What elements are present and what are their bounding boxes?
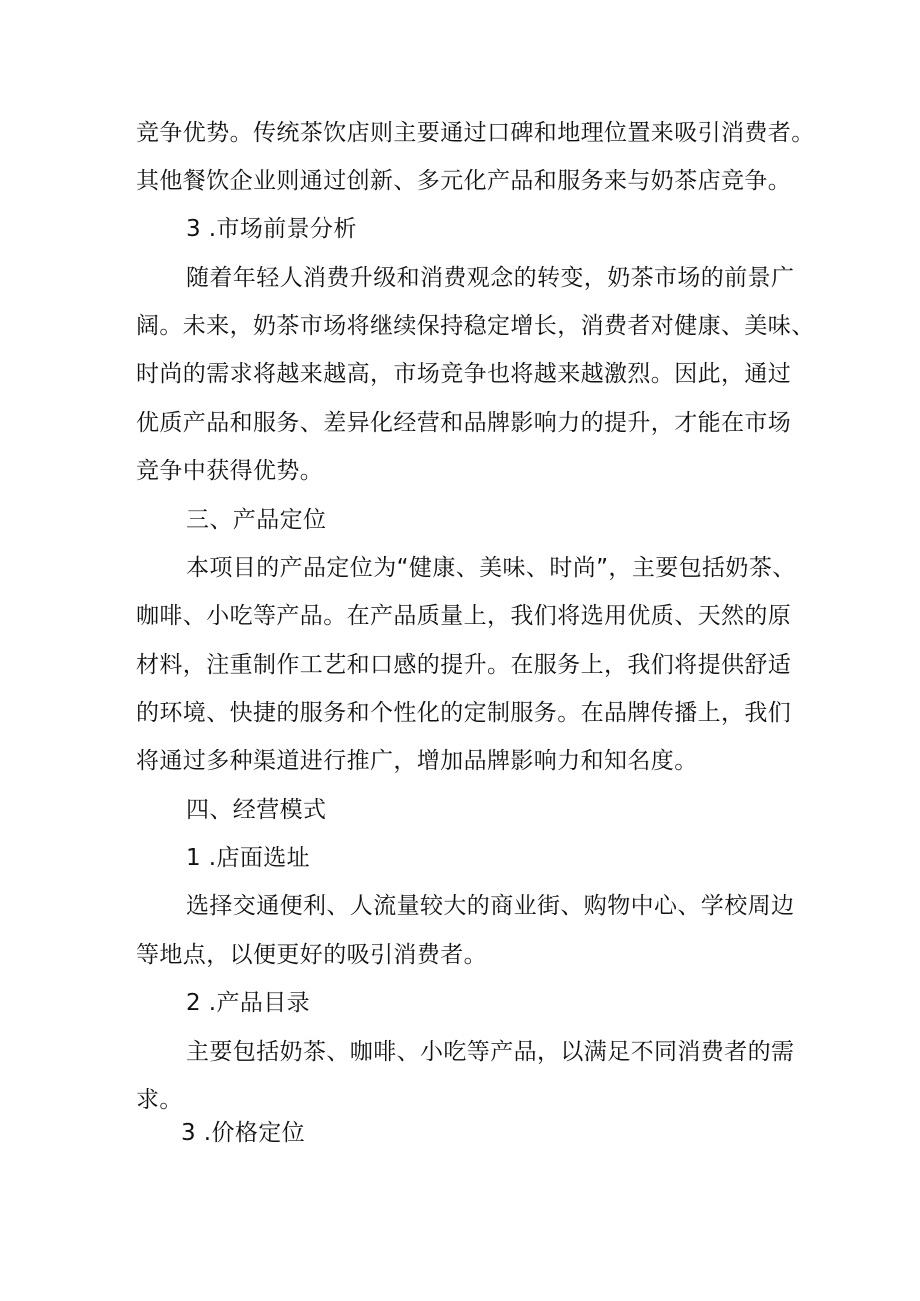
section-heading: 3 .价格定位: [181, 1120, 306, 1146]
paragraph-line: 主要包括奶茶、咖啡、小吃等产品，以满足不同消费者的需: [186, 1039, 795, 1065]
section-heading: 1 .店面选址: [186, 845, 311, 871]
section-heading: 三、产品定位: [186, 507, 327, 533]
paragraph-line: 的环境、快捷的服务和个性化的定制服务。在品牌传播上，我们: [136, 700, 792, 726]
paragraph-line: 咖啡、小吃等产品。在产品质量上，我们将选用优质、天然的原: [136, 603, 792, 629]
paragraph-line: 本项目的产品定位为“健康、美味、时尚”，主要包括奶茶、: [186, 555, 796, 581]
paragraph-line: 时尚的需求将越来越高，市场竞争也将越来越激烈。因此，通过: [136, 361, 792, 387]
paragraph-line: 求。: [136, 1087, 183, 1113]
paragraph-line: 随着年轻人消费升级和消费观念的转变，奶茶市场的前景广: [186, 265, 795, 291]
paragraph-line: 优质产品和服务、差异化经营和品牌影响力的提升，才能在市场: [136, 410, 792, 436]
paragraph-line: 选择交通便利、人流量较大的商业街、购物中心、学校周边: [186, 893, 795, 919]
paragraph-line: 其他餐饮企业则通过创新、多元化产品和服务来与奶茶店竞争。: [136, 168, 792, 194]
paragraph-line: 将通过多种渠道进行推广，增加品牌影响力和知名度。: [136, 748, 698, 774]
paragraph-line: 阔。未来，奶茶市场将继续保持稳定增长，消费者对健康、美味、: [136, 313, 815, 339]
paragraph-line: 竞争优势。传统茶饮店则主要通过口碑和地理位置来吸引消费者。: [136, 120, 815, 146]
section-heading: 3 .市场前景分析: [186, 216, 357, 242]
section-heading: 2 .产品目录: [186, 990, 311, 1016]
paragraph-line: 等地点，以便更好的吸引消费者。: [136, 942, 487, 968]
section-heading: 四、经营模式: [186, 797, 327, 823]
paragraph-line: 材料，注重制作工艺和口感的提升。在服务上，我们将提供舒适: [136, 652, 792, 678]
paragraph-line: 竞争中获得优势。: [136, 458, 324, 484]
